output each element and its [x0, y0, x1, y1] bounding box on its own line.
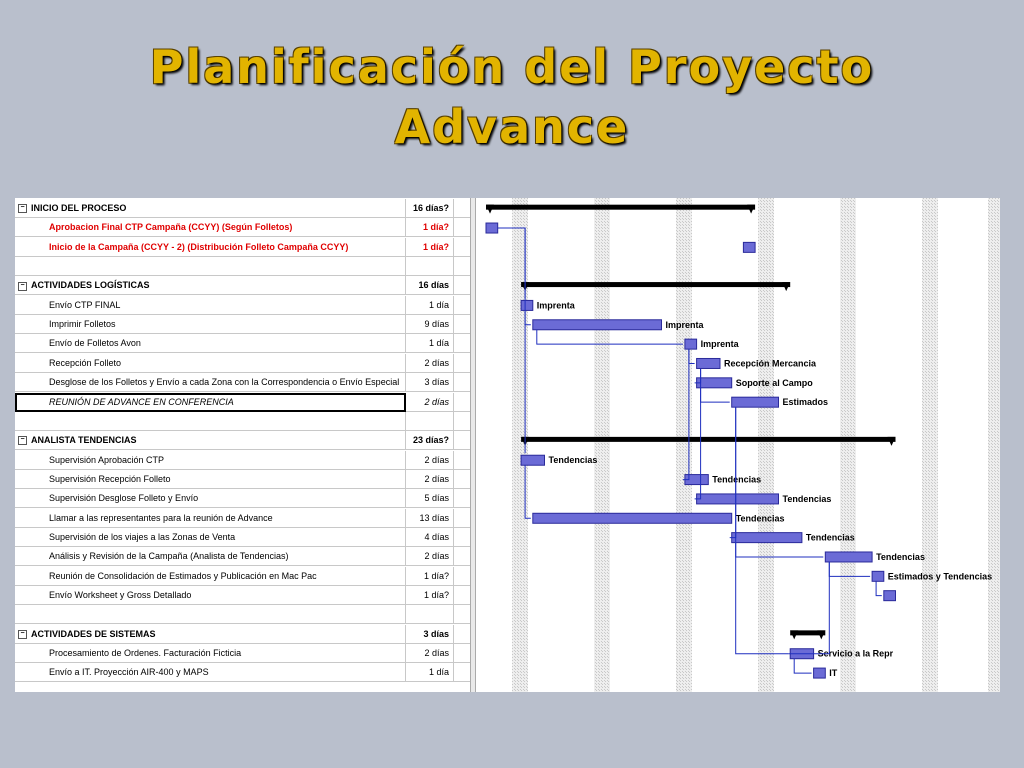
task-name: Envío Worksheet y Gross Detallado [49, 590, 192, 600]
task-row[interactable] [15, 373, 470, 392]
collapse-icon[interactable]: − [18, 436, 27, 445]
task-row[interactable] [15, 334, 470, 353]
bar-label: Tendencias [805, 532, 855, 543]
task-name-cell[interactable] [15, 257, 406, 276]
task-name: Aprobacion Final CTP Campaña (CCYY) (Según Folletos) [49, 222, 293, 233]
task-duration-cell[interactable]: 3 días [406, 373, 454, 392]
task-name: ANALISTA TENDENCIAS [31, 435, 137, 446]
task-row[interactable] [15, 451, 470, 470]
bar-label: Estimados y Tendencias [887, 571, 993, 582]
bar-label: Imprenta [665, 319, 704, 330]
bar-label: IT [829, 668, 838, 679]
task-name: ACTIVIDADES LOGÍSTICAS [31, 280, 150, 291]
task-bar [743, 242, 755, 252]
task-duration-cell[interactable]: 3 días [406, 625, 454, 644]
weekend-stripe [840, 198, 856, 692]
task-name-cell[interactable] [15, 334, 406, 353]
task-bar [697, 494, 779, 504]
task-duration-cell[interactable]: 1 día? [406, 218, 454, 237]
task-duration-cell[interactable]: 2 días [406, 354, 454, 373]
task-name-cell[interactable] [15, 218, 406, 237]
bar-label: Imprenta [700, 339, 739, 350]
summary-bar [486, 205, 755, 210]
task-name: Supervisión Aprobación CTP [49, 454, 165, 465]
task-row[interactable] [15, 393, 470, 412]
task-name-cell[interactable] [15, 644, 406, 663]
task-name-cell[interactable] [15, 296, 406, 315]
task-bar [697, 358, 720, 368]
task-name: Envío de Folletos Avon [49, 338, 141, 349]
task-duration-cell[interactable]: 4 días [406, 528, 454, 547]
task-duration-cell[interactable]: 5 días [406, 489, 454, 508]
task-bar [872, 571, 884, 581]
task-name-cell[interactable] [15, 199, 406, 218]
bar-label: Tendencias [876, 551, 925, 562]
task-duration-cell[interactable]: 1 día [406, 296, 454, 315]
collapse-icon[interactable]: − [18, 630, 27, 639]
task-row[interactable] [15, 663, 470, 682]
task-row[interactable] [15, 257, 470, 276]
task-name: Imprimir Folletos [49, 319, 116, 330]
dependency-link [736, 543, 824, 557]
task-name-cell[interactable] [15, 547, 406, 566]
task-row[interactable] [15, 509, 470, 528]
gantt-chart [476, 198, 1000, 692]
task-row[interactable] [15, 315, 470, 334]
task-bar [533, 320, 662, 330]
task-bar [521, 300, 533, 310]
bar-label: Soporte al Campo [735, 377, 813, 388]
summary-bar [521, 437, 895, 442]
task-row[interactable] [15, 354, 470, 373]
summary-task-row[interactable] [15, 431, 470, 450]
task-name: Análisis y Revisión de la Campaña (Analista de Tendencias) [49, 551, 289, 562]
task-row[interactable] [15, 644, 470, 663]
task-name: Reunión de Consolidación de Estimados y Publicación en Mac Pac [49, 570, 317, 581]
task-name: ACTIVIDADES DE SISTEMAS [31, 628, 156, 639]
bar-label: Servicio a la Repr [817, 648, 894, 659]
task-duration-cell[interactable]: 2 días [406, 547, 454, 566]
task-name-cell[interactable] [15, 509, 406, 528]
task-name: Inicio de la Campaña (CCYY - 2) (Distribución Folleto Campaña CCYY) [49, 241, 349, 252]
weekend-stripe [594, 198, 610, 692]
bar-label: Estimados [782, 397, 829, 408]
bar-label: Tendencias [735, 513, 785, 524]
task-name: INICIO DEL PROCESO [31, 203, 127, 213]
task-duration-cell[interactable]: 2 días [406, 470, 454, 489]
slide-title-line2: Advance [394, 100, 630, 154]
task-name: REUNIÓN DE ADVANCE EN CONFERENCIA [49, 396, 234, 407]
task-bar [814, 668, 826, 678]
task-name-cell[interactable] [15, 238, 406, 257]
weekend-stripe [922, 198, 938, 692]
task-name: Desglose de los Folletos y Envío a cada Zona con la Correspondencia o Envío Especial [49, 377, 400, 388]
task-name-cell[interactable] [15, 412, 406, 431]
task-bar [486, 223, 498, 233]
bar-label: Tendencias [712, 474, 762, 485]
task-row[interactable] [15, 528, 470, 547]
task-duration-cell[interactable]: 13 días [406, 509, 454, 528]
dependency-link [788, 562, 829, 654]
task-duration-cell[interactable]: 1 día? [406, 238, 454, 257]
task-bar [732, 533, 802, 543]
task-name: Recepción Folleto [49, 357, 122, 368]
task-name-cell[interactable] [15, 586, 406, 605]
dependency-link [701, 388, 730, 402]
task-row[interactable] [15, 238, 470, 257]
task-name: Supervisión Recepción Folleto [49, 473, 171, 484]
dependency-link [794, 659, 811, 673]
task-name-cell[interactable] [15, 528, 406, 547]
task-duration-cell[interactable]: 1 día [406, 663, 454, 682]
task-name-cell[interactable] [15, 625, 406, 644]
task-duration-cell[interactable]: 2 días [406, 451, 454, 470]
task-name-cell[interactable] [15, 451, 406, 470]
task-bar [884, 591, 896, 601]
task-bar [825, 552, 872, 562]
task-duration-cell[interactable]: 16 días? [406, 199, 454, 218]
gantt-screenshot [15, 198, 1000, 692]
task-bar [685, 339, 697, 349]
task-row[interactable] [15, 586, 470, 605]
task-duration-cell[interactable] [406, 412, 454, 431]
task-row[interactable] [15, 412, 470, 431]
task-duration-cell[interactable]: 9 días [406, 315, 454, 334]
task-name-cell[interactable] [15, 354, 406, 373]
task-name-cell[interactable] [15, 276, 406, 295]
bar-label: Imprenta [536, 300, 575, 311]
task-row[interactable] [15, 296, 470, 315]
summary-task-row[interactable] [15, 199, 470, 218]
slide-title-line1: Planificación del Proyecto [149, 40, 875, 94]
task-duration-cell[interactable]: 2 días [406, 644, 454, 663]
task-table [15, 198, 470, 692]
task-row[interactable] [15, 547, 470, 566]
task-row[interactable] [15, 567, 470, 586]
task-name-cell[interactable] [15, 489, 406, 508]
task-name: Procesamiento de Ordenes. Facturación Ficticia [49, 648, 242, 659]
dependency-link [876, 581, 882, 595]
task-name-cell[interactable] [15, 567, 406, 586]
summary-bar [521, 282, 790, 287]
task-duration-cell[interactable]: 1 día? [406, 567, 454, 586]
gantt-svg [476, 198, 1000, 692]
bar-label: Tendencias [548, 455, 598, 466]
weekend-stripe [676, 198, 692, 692]
task-duration-cell[interactable]: 1 día? [406, 586, 454, 605]
task-name-cell[interactable] [15, 605, 406, 624]
weekend-stripe [988, 198, 1000, 692]
weekend-stripe [758, 198, 774, 692]
task-row[interactable] [15, 218, 470, 237]
task-name-cell[interactable] [15, 393, 406, 412]
collapse-icon[interactable]: − [18, 204, 27, 213]
collapse-icon[interactable]: − [18, 282, 27, 291]
task-row[interactable] [15, 605, 470, 624]
task-name: Envío a IT. Proyección AIR-400 y MAPS [49, 667, 209, 678]
task-name: Envío CTP FINAL [49, 299, 121, 310]
task-name-cell[interactable] [15, 315, 406, 334]
task-bar [533, 513, 732, 523]
task-name: Llamar a las representantes para la reunión de Advance [49, 512, 273, 523]
summary-task-row[interactable] [15, 276, 470, 295]
task-bar [697, 378, 732, 388]
task-name-cell[interactable] [15, 470, 406, 489]
task-name: Supervisión Desglose Folleto y Envío [49, 493, 199, 504]
task-duration-cell[interactable] [406, 257, 454, 276]
task-bar [521, 455, 544, 465]
task-duration-cell[interactable]: 2 días [406, 393, 454, 412]
bar-label: Tendencias [782, 493, 832, 504]
task-name: Supervisión de los viajes a las Zonas de Venta [49, 531, 236, 542]
task-name-cell[interactable] [15, 663, 406, 682]
task-row[interactable] [15, 470, 470, 489]
bar-label: Recepción Mercancia [724, 358, 817, 369]
task-name-cell[interactable] [15, 431, 406, 450]
task-duration-cell[interactable]: 16 días [406, 276, 454, 295]
task-duration-cell[interactable]: 1 día [406, 334, 454, 353]
task-duration-cell[interactable] [406, 605, 454, 624]
task-name-cell[interactable] [15, 373, 406, 392]
task-bar [732, 397, 779, 407]
task-duration-cell[interactable]: 23 días? [406, 431, 454, 450]
task-row[interactable] [15, 489, 470, 508]
summary-task-row[interactable] [15, 625, 470, 644]
